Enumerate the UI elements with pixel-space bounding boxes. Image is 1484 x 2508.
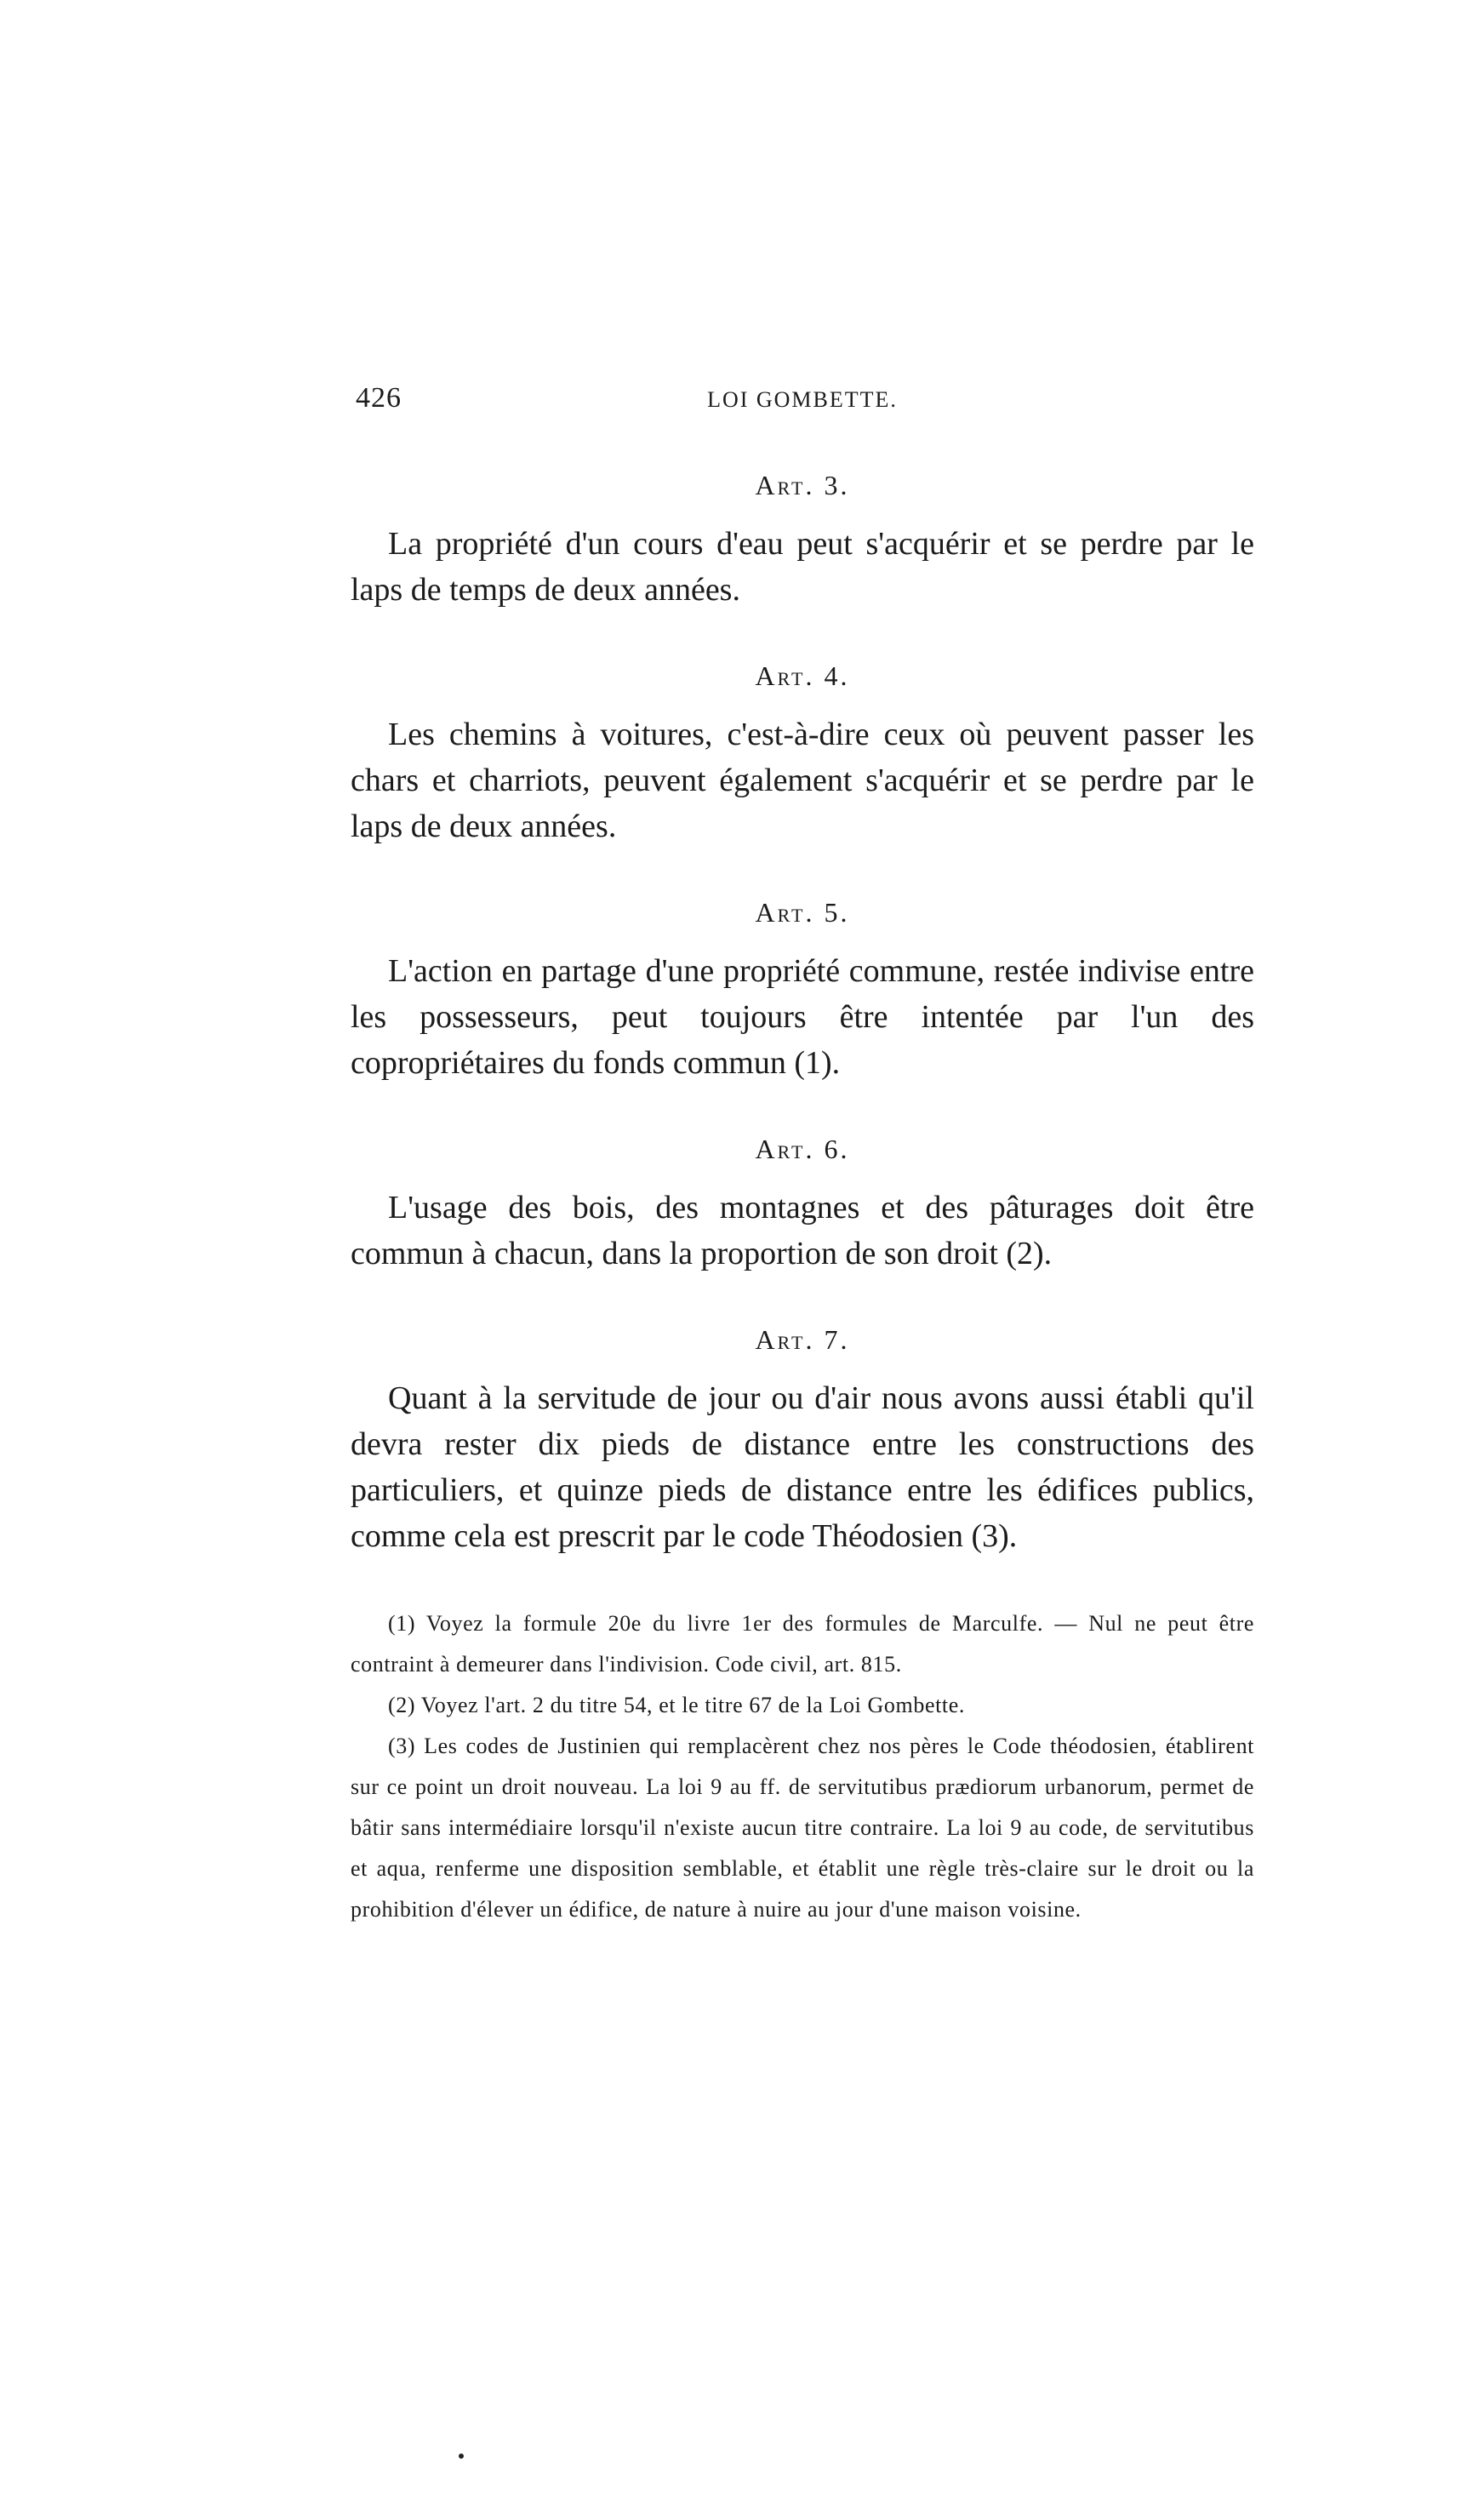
- article-5: [351, 894, 1254, 1086]
- article-heading: Art. 5.: [755, 897, 850, 928]
- article-heading: Art. 3.: [755, 470, 850, 500]
- article-heading: Art. 4.: [755, 660, 850, 691]
- article-text: L'usage des bois, des montagnes et des pâturages doit être commun à chacun, dans la proportion de son droit (2).: [351, 1190, 1254, 1271]
- article-text: Quant à la servitude de jour ou d'air nous avons aussi établi qu'il devra rester dix pieds de distance entre les constructions des particuliers, et quinze pieds de distance entre les édifices publics, comme cela est prescrit par le code Théodosien (3).: [351, 1380, 1254, 1554]
- article-text: Les chemins à voitures, c'est-à-dire ceux où peuvent passer les chars et charriots, peuvent également s'acquérir et se perdre par le laps de deux années.: [351, 717, 1254, 844]
- article-7: [351, 1321, 1254, 1559]
- article-heading: Art. 6.: [755, 1134, 850, 1164]
- page-number: 426: [356, 382, 402, 414]
- article-4: [351, 657, 1254, 849]
- article-6: [351, 1130, 1254, 1277]
- article-text: La propriété d'un cours d'eau peut s'acquérir et se perdre par le laps de temps de deux années.: [351, 526, 1254, 608]
- printer-mark: [459, 2454, 464, 2459]
- footnote-3: (3) Les codes de Justinien qui remplacèrent chez nos pères le Code théodosien, établirent sur ce point un droit nouveau. La loi 9 au ff. de servitutibus prædiorum urbanorum, permet de bâtir sans intermédiaire lorsqu'il n'existe aucun titre contraire. La loi 9 au code, de servitutibus et aqua, renferme une disposition semblable, et établit une règle très-claire sur le droit ou la prohibition d'élever un édifice, de nature à nuire au jour d'une maison voisine.: [351, 1734, 1254, 1922]
- article-text: L'action en partage d'une propriété commune, restée indivise entre les possesseurs, peut toujours être intentée par l'un des copropriétaires du fonds commun (1).: [351, 953, 1254, 1081]
- footnotes: [351, 1603, 1254, 1930]
- footnote-1: (1) Voyez la formule 20e du livre 1er des formules de Marculfe. — Nul ne peut être contraint à demeurer dans l'indivision. Code civil, art. 815.: [351, 1611, 1254, 1677]
- article-3: [351, 466, 1254, 613]
- running-title: LOI GOMBETTE.: [707, 387, 898, 412]
- footnote-2: (2) Voyez l'art. 2 du titre 54, et le titre 67 de la Loi Gombette.: [388, 1693, 965, 1717]
- page-header: [356, 380, 1249, 431]
- article-heading: Art. 7.: [755, 1324, 850, 1355]
- page-body: [351, 466, 1254, 1930]
